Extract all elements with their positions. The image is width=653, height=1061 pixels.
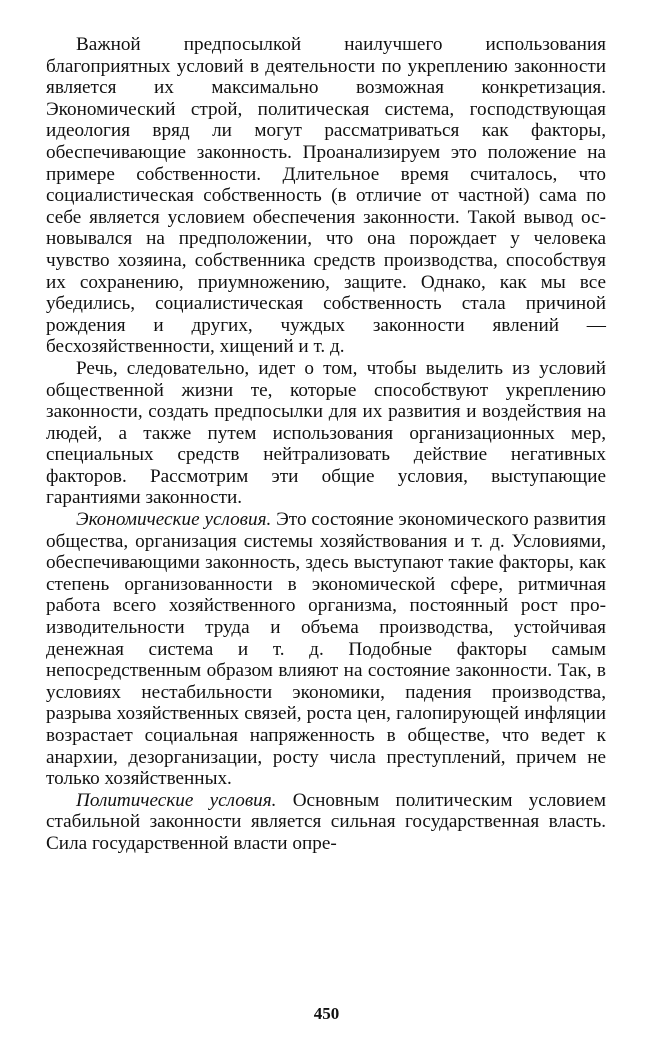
page-number: 450 bbox=[313, 1004, 340, 1023]
political-conditions-term: Политические условия. bbox=[76, 789, 277, 811]
economic-conditions-term: Экономические условия. bbox=[76, 509, 272, 531]
paragraph-1 bbox=[46, 34, 606, 358]
paragraph-1-text: Важной предпосылкой наилучшего использования благоприятных условий в деятельности по укреплению законности является их максимально возможная конкретизация. Экономический строй, политическая система, господствующая идеология вряд ли могут рассматриваться как факторы, обеспечивающие законность. Проанализируем это положение на примере собственности. Длительное время считалось, что социалистическая собственность (в отличие от частной) сама по себе является условием обеспечения законности. Такой вывод основывался на предположении, что она порождает у человека чувство хозяина, собственника средств производства, способствуя их сохранению, приумножению, защите. Однако, как мы все убедились, социалистическая собственность стала причиной рождения и других, чуждых законности явлений — бесхозяйственности, хищений и т. д. bbox=[46, 34, 606, 358]
paragraph-economic-conditions bbox=[46, 509, 606, 790]
page-text bbox=[46, 34, 606, 855]
paragraph-2 bbox=[46, 358, 606, 509]
paragraph-2-text: Речь, следовательно, идет о том, чтобы выделить из условий общественной жизни те, которые способствуют укреплению законности, создать предпосылки для их развития и воздействия на людей, а также путем использования организационных мер, специальных средств нейтрализовать действие негативных факторов. Рассмотрим эти общие условия, выступающие гарантиями законности. bbox=[46, 357, 606, 509]
paragraph-political-conditions bbox=[46, 790, 606, 855]
political-conditions-text: Основным политическим условием стабильной законности является сильная государственная власть. Сила государственной власти опре- bbox=[46, 789, 606, 854]
economic-conditions-text: Это состояние экономического развития общества, организация системы хозяйствования и т. д. Условиями, обеспечивающими законность, здесь выступают такие факторы, как степень организованности в экономической сфере, ритмичная работа всего хозяйственного организма, постоянный рост производительности труда и объема производства, устойчивая денежная система и т. д. Подобные факторы самым непосредственным образом влияют на состояние законности. Так, в условиях нестабильности экономики, падения производства, разрыва хозяйственных связей, роста цен, галопирующей инфляции возрастает социальная напряженность в обществе, что ведет к анархии, дезорганизации, росту числа преступлений, причем не только хозяйственных. bbox=[46, 509, 606, 790]
